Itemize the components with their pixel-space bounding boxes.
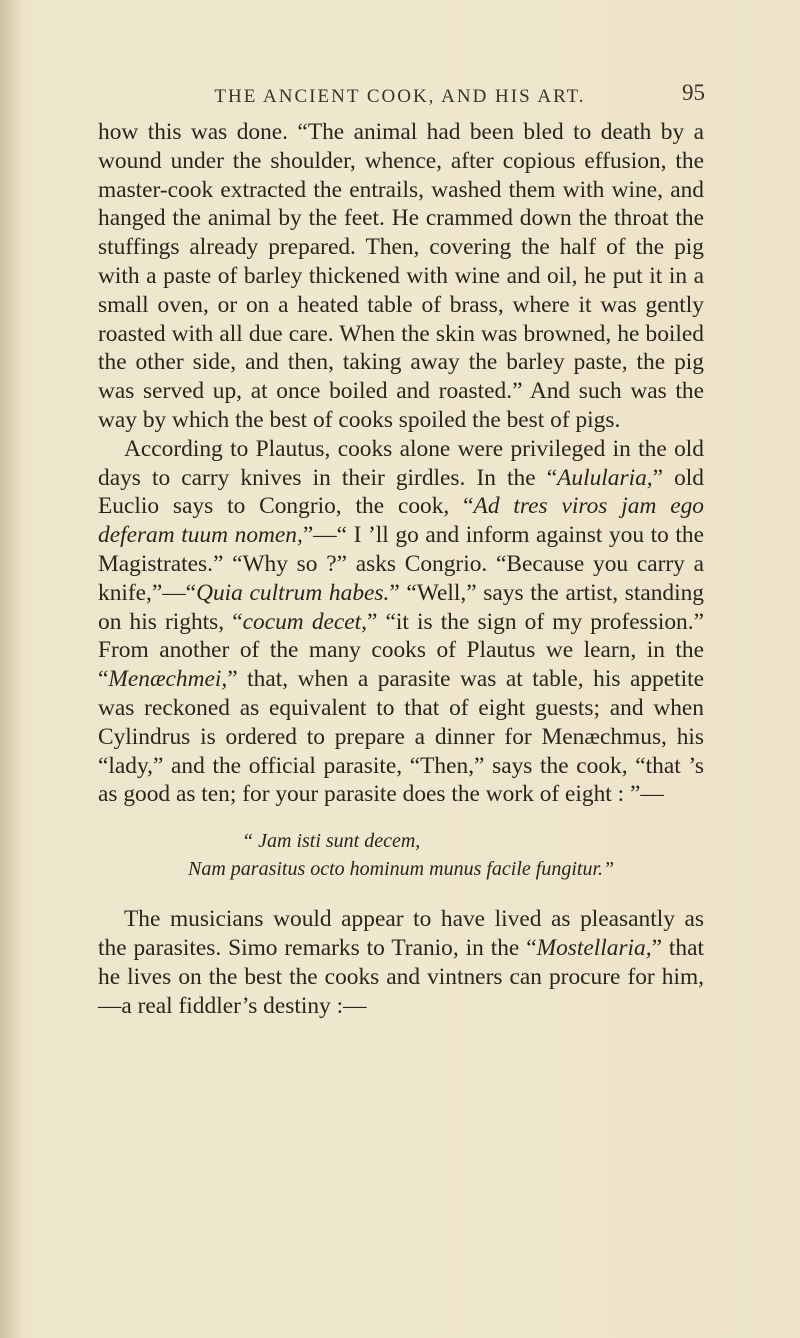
title-mostellaria: Mostellaria, (536, 934, 652, 961)
paragraph-1: how this was done. “The animal had been bled to death by a wound under the shoulder, whence, after copious effusion, the master-cook extracted the entrails, washed them with wine, and hanged the animal by the feet. He crammed down the throat the stuffings already prepared. Then, covering the half of the pig with a paste of barley thickened with wine and oil, he put it in a small oven, or on a heated table of brass, where it was gently roasted with all due care. When the skin was browned, he boiled the other side, and then, taking away the barley paste, the pig was served up, at once boiled and roasted.” And such was the way by which the best of cooks spoiled the best of pigs. (98, 119, 704, 433)
p3-text-a: The musicians would appear to have lived as pleasantly as the parasites. Simo remarks to Tranio, in the “ (98, 906, 704, 961)
p2-text-c: ”—“ I ’ll go and inform against you to the Magistrates.” “Why so ?” asks Congrio. “Because you carry a knife,”—“ (98, 522, 704, 606)
p2-text-b: ” old Euclio says to Congrio, the cook, “ (98, 464, 704, 520)
p2-text-f: ” that, when a parasite was at table, his appetite was reckoned as equivalent to that of eight guests; and when Cylindrus is ordered to prepare a dinner for Menæchmus, his “lady,” and the official parasite, “Then,” says the cook, “that ’s as good as ten; for your parasite does the work of eight : ”— (98, 666, 704, 808)
page-number: 95 (682, 80, 705, 105)
latin-quote-3: cocum decet, (242, 608, 368, 635)
gutter-shadow (0, 0, 22, 1338)
p2-text-a: According to Plautus, cooks alone were privileged in the old days to carry knives in their girdles. In the “ (98, 435, 704, 491)
paragraph-2 (98, 435, 704, 809)
p3-text-b: ” that he lives on the best the cooks and vintners can procure for him,—a real fiddler’s destiny :— (98, 934, 704, 1019)
title-aulularia: Aulularia, (557, 464, 653, 491)
body-text (98, 118, 704, 1020)
p2-text-d: ” “Well,” says the artist, standing on his rights, “ (98, 579, 704, 635)
verse-line-1: “ Jam isti sunt decem, (242, 830, 421, 853)
p2-text-e: ” “it is the sign of my profession.” From another of the many cooks of Plautus we learn, in the “ (98, 608, 704, 693)
verse-line-2: Nam parasitus octo hominum munus facile fungitur.” (188, 858, 615, 881)
latin-quote-2: Quia cultrum habes. (196, 579, 390, 606)
paragraph-3 (98, 905, 704, 1020)
verse-quote (98, 827, 704, 883)
latin-quote-1: Ad tres viros jam ego deferam tuum nomen, (98, 493, 704, 549)
title-menaechmei: Menæchmei, (108, 666, 228, 693)
running-head: THE ANCIENT COOK, AND HIS ART. (214, 86, 586, 107)
